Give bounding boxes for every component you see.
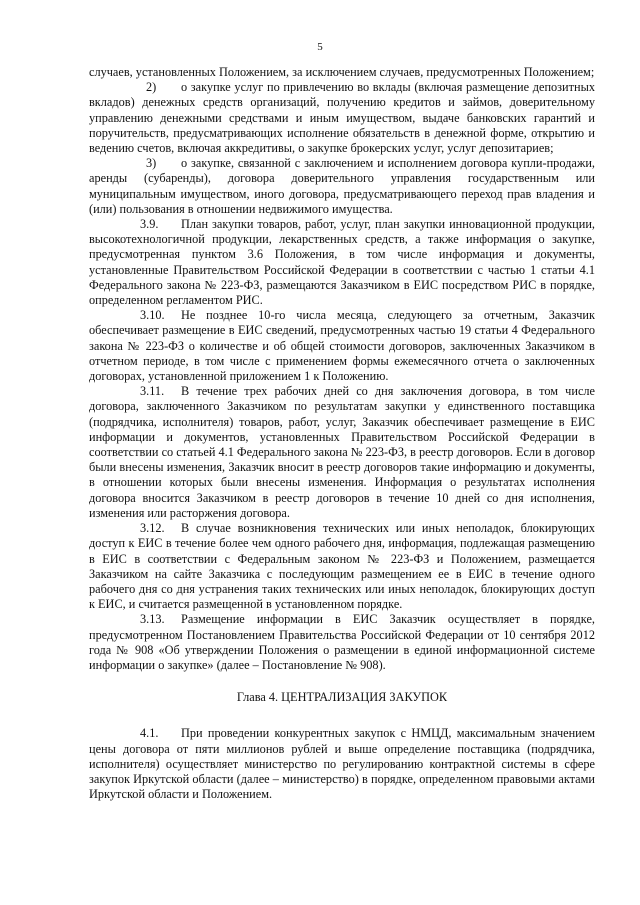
paragraph-text: При проведении конкурентных закупок с НМЦД, максимальным значением цены договора от пяти миллионов рублей и выше определение поставщика (подрядчика, исполнителя) осуществляет министерство по регулированию контрактной системы в сфере закупок Иркутской области (далее – министерство) в порядке, определенном правовыми актами Иркутской области и Положением. bbox=[89, 726, 595, 802]
page-number: 5 bbox=[317, 41, 323, 53]
clause-number: 4.1. bbox=[140, 726, 159, 741]
clause-3-13 bbox=[89, 612, 595, 673]
clause-number: 3.10. bbox=[140, 308, 165, 323]
clause-number: 3.9. bbox=[140, 217, 159, 232]
paragraph-text: о закупке, связанной с заключением и исполнением договора купли-продажи, аренды (субаренды), договора доверительного управления государственным или муниципальным имуществом, иного договора, предусматривающего переход прав владения и (или) пользования в отношении недвижимого имущества. bbox=[89, 156, 595, 216]
clause-3-11 bbox=[89, 384, 595, 521]
paragraph-text: План закупки товаров, работ, услуг, план закупки инновационной продукции, высокотехнологичной продукции, лекарственных средств, а также информация о закупке, предусмотренная пунктом 3.6 Положения, в том числе информация и документы, установленные Правительством Российской Федерации в соответствии с частью 1 статьи 4.1 Федерального закона № 223-ФЗ, размещаются Заказчиком в ЕИС посредством РИС в порядке, определенном регламентом РИС. bbox=[89, 217, 595, 308]
list-item-3 bbox=[89, 156, 595, 217]
clause-4-1 bbox=[89, 726, 595, 802]
clause-number: 3.11. bbox=[140, 384, 165, 399]
paragraph-text: о закупке услуг по привлечению во вклады (включая размещение депозитных вкладов) денежных средств организаций, получению кредитов и займов, доверительному управлению денежными средствами и иным имуществом, выдаче банковских гарантий и поручительств, предусматривающих исполнение обязательств в денежной форме, открытию и ведению счетов, включая аккредитивы, о закупке брокерских услуг, услуг депозитариев; bbox=[89, 80, 595, 156]
document-body bbox=[89, 65, 595, 802]
list-item-2 bbox=[89, 80, 595, 156]
clause-3-10 bbox=[89, 308, 595, 384]
clause-3-9 bbox=[89, 217, 595, 308]
chapter-heading: Глава 4. ЦЕНТРАЛИЗАЦИЯ ЗАКУПОК bbox=[236, 690, 448, 705]
item-number: 3) bbox=[146, 156, 157, 171]
clause-number: 3.12. bbox=[140, 521, 165, 536]
item-number: 2) bbox=[146, 80, 157, 95]
paragraph-text: В течение трех рабочих дней со дня заключения договора, в том числе договора, заключенного Заказчиком по результатам закупки у единственного поставщика (подрядчика, исполнителя) товаров, работ, услуг, Заказчик обеспечивает размещение в ЕИС информации и документов, установленных Правительством Российской Федерации в соответствии со статьей 4.1 Федерального закона № 223-ФЗ, в реестр договоров. Если в договор были внесены изменения, Заказчик вносит в реестр договоров такие информацию и документы, в отношении которых были внесены изменения. Информация о результатах исполнения договора вносится Заказчиком в реестр договоров в течение 10 дней со дня исполнения, изменения или расторжения договора. bbox=[89, 384, 595, 520]
clause-3-12 bbox=[89, 521, 595, 612]
clause-number: 3.13. bbox=[140, 612, 165, 627]
paragraph-text: Размещение информации в ЕИС Заказчик осуществляет в порядке, предусмотренном Постановлением Правительства Российской Федерации от 10 сентября 2012 года № 908 «Об утверждении Положения о размещении в единой информационной системе информации о закупке» (далее – Постановление № 908). bbox=[89, 612, 595, 672]
paragraph-continuation bbox=[89, 65, 595, 80]
paragraph-text: случаев, установленных Положением, за исключением случаев, предусмотренных Положением; bbox=[89, 65, 595, 79]
paragraph-text: В случае возникновения технических или иных неполадок, блокирующих доступ к ЕИС в течение более чем одного рабочего дня, информация, подлежащая размещению в ЕИС в соответствии с Федеральным законом № 223-ФЗ и Положением, размещается Заказчиком на сайте Заказчика с последующим размещением ее в ЕИС в течение одного рабочего дня со дня устранения таких технических или иных неполадок, блокирующих доступ к ЕИС, и считается размещенной в установленном порядке. bbox=[89, 521, 595, 612]
paragraph-text: Не позднее 10-го числа месяца, следующего за отчетным, Заказчик обеспечивает размещение в ЕИС сведений, предусмотренных частью 19 статьи 4 Федерального закона № 223-ФЗ о количестве и об общей стоимости договоров, заключенных Заказчиком в отчетном периоде, в том числе с применением формы ежемесячного отчета о заключенных договорах, установленной приложением 1 к Положению. bbox=[89, 308, 595, 384]
